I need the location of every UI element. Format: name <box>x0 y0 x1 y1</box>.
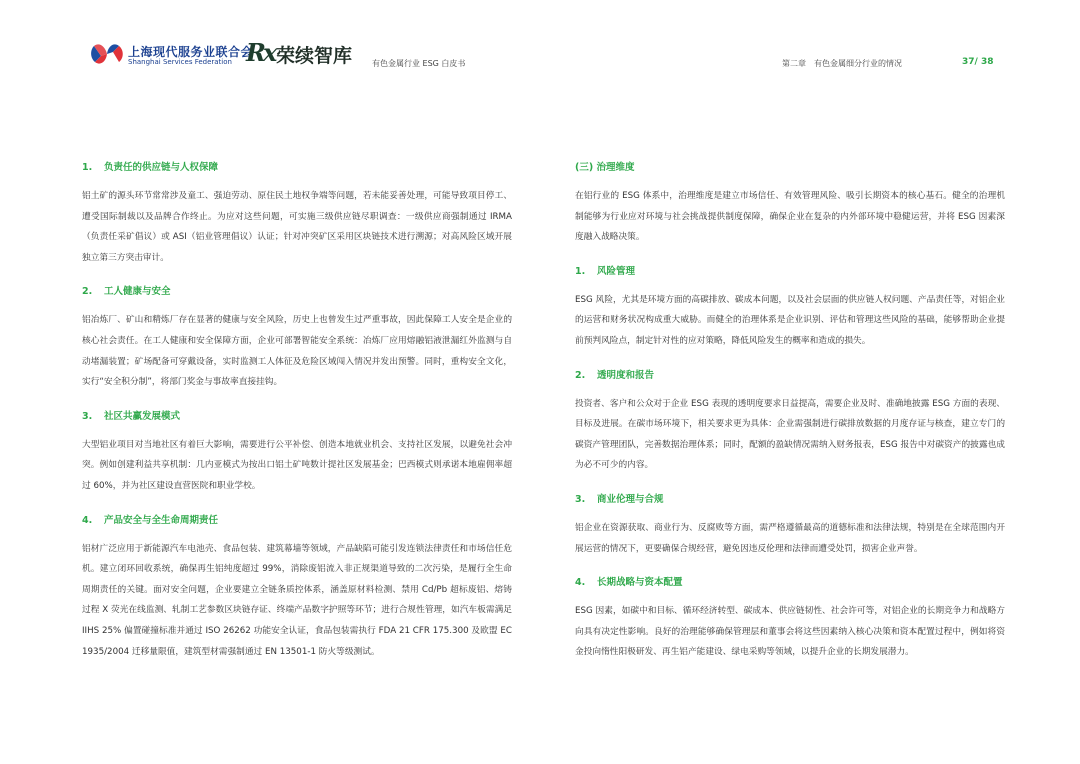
brand-mark: Rx <box>246 38 275 67</box>
federation-name-cn: 上海现代服务业联合会 <box>128 45 254 59</box>
document-title: 有色金属行业 ESG 白皮书 <box>372 59 466 68</box>
section-body: 大型铝业项目对当地社区有着巨大影响，需要进行公平补偿、创造本地就业机会、支持社区发展，以避免社会冲突。例如创建利益共享机制：几内亚模式为按出口铝土矿吨数计提社区发展基金；巴西模式则承诺本地雇佣率超过 60%，并为社区建设直营医院和职业学校。 <box>82 439 512 491</box>
section-number: 1. <box>82 162 93 173</box>
section-heading <box>82 511 512 531</box>
section-number: 4. <box>575 577 586 589</box>
section-title: 社区共赢发展模式 <box>104 410 181 422</box>
section-body: 投资者、客户和公众对于企业 ESG 表现的透明度要求日益提高，需要企业及时、准确地披露 ESG 方面的表现、目标及进展。在碳市场环境下，相关要求更为具体：企业需强制进行碳排放数据的月度存证与核查，建立专门的碳资产管理团队，完善数据治理体系；同时，配额的盈缺情况需纳入财务报表，ESG 报告中对碳资产的披露也成为必不可少的内容。 <box>575 398 1005 471</box>
section-heading <box>575 366 1005 386</box>
right-column <box>575 158 1005 677</box>
section-body: ESG 因素，如碳中和目标、循环经济转型、碳成本、供应链韧性、社会许可等，对铝企业的长期竞争力和战略方向具有决定性影响。良好的治理能够确保管理层和董事会将这些因素纳入核心决策和资本配置过程中，例如将资金投向惰性阳极研发、再生铝产能建设、绿电采购等领域，以提升企业的长期发展潜力。 <box>575 606 1005 658</box>
federation-emblem-icon <box>90 42 124 66</box>
section-title: 长期战略与资本配置 <box>597 577 683 589</box>
governance-heading: (三) 治理维度 <box>575 162 635 173</box>
federation-name-en: Shanghai Services Federation <box>128 58 232 66</box>
section-number: 2. <box>82 286 93 298</box>
brand-name: 荣续智库 <box>276 45 353 67</box>
chapter-title: 第二章 有色金属细分行业的情况 <box>782 59 902 68</box>
section-heading <box>82 158 512 178</box>
page-number: 37/ 38 <box>962 57 994 67</box>
section-body: 铝土矿的源头环节常常涉及童工、强迫劳动、原住民土地权争端等问题，若未能妥善处理，可能导致项目停工、遭受国际制裁以及品牌合作终止。为应对这些问题，可实施三级供应链尽职调查：一级供应商强制通过 IRMA（负责任采矿倡议）或 ASI（铝业管理倡议）认证；针对冲突矿区采用区块链技术进行溯源；对高风险区域开展独立第三方突击审计。 <box>82 191 512 263</box>
section-title: 风险管理 <box>597 265 636 277</box>
section-title: 产品安全与全生命周期责任 <box>104 514 219 526</box>
section-heading <box>82 407 512 427</box>
section-body: ESG 风险，尤其是环境方面的高碳排放、碳成本问题，以及社会层面的供应链人权问题、产品责任等，对铝企业的运营和财务状况构成重大威胁。而健全的治理体系是企业识别、评估和管理这些风险的基础，能够帮助企业提前预判风险点，制定针对性的应对策略，降低风险发生的概率和造成的损失。 <box>575 294 1005 346</box>
section-body: 铝企业在资源获取、商业行为、反腐败等方面，需严格遵循最高的道德标准和法律法规，特别是在全球范围内开展运营的情况下，更要确保合规经营，避免因违反伦理和法律而遭受处罚，损害企业声誉。 <box>575 522 1005 554</box>
section-number: 3. <box>575 493 586 505</box>
governance-intro: 在铝行业的 ESG 体系中，治理维度是建立市场信任、有效管理风险、吸引长期资本的核心基石。健全的治理机制能够为行业应对环境与社会挑战提供制度保障，确保企业在复杂的内外部环境中稳健运营，并将 ESG 因素深度融入战略决策。 <box>575 191 1005 243</box>
section-title: 商业伦理与合规 <box>597 493 664 505</box>
section-number: 4. <box>82 514 93 526</box>
section-title: 工人健康与安全 <box>104 286 171 298</box>
section-heading <box>575 262 1005 282</box>
section-heading <box>575 573 1005 593</box>
section-title: 透明度和报告 <box>597 369 655 381</box>
section-body: 铝材广泛应用于新能源汽车电池壳、食品包装、建筑幕墙等领域，产品缺陷可能引发连锁法律责任和市场信任危机。建立闭环回收系统，确保再生铝纯度超过 99%，消除废铝流入非正规渠道导致的二次污染，是履行全生命周期责任的关键。面对安全问题，企业要建立全链条质控体系，涵盖原材料检测、禁用 Cd/Pb 超标废铝、熔铸过程 X 荧光在线监测、轧制工艺参数区块链存证、终端产品数字护照等环节；进行合规性管理，如汽车板需满足 IIHS 25% 偏置碰撞标准并通过 ISO 26262 功能安全认证，食品包装需执行 FDA 21 CFR 175.300 及欧盟 EC 1935/2004 迁移量限值，建筑型材需强制通过 EN 13501-1 防火等级测试。 <box>82 543 512 657</box>
page-header <box>0 0 1080 100</box>
section-heading <box>82 282 512 302</box>
section-number: 3. <box>82 410 93 422</box>
federation-logo <box>90 40 254 70</box>
section-title: 负责任的供应链与人权保障 <box>104 162 219 173</box>
section-heading <box>575 490 1005 510</box>
section-number: 2. <box>575 369 586 381</box>
section-body: 铝冶炼厂、矿山和精炼厂存在显著的健康与安全风险，历史上也曾发生过严重事故，因此保障工人安全是企业的核心社会责任。在工人健康和安全保障方面，企业可部署智能安全系统：冶炼厂应用熔融铝液泄漏红外监测与自动堵漏装置；矿场配备可穿戴设备，实时监测工人体征及危险区域闯入情况并发出预警。同时，重构安全文化，实行“安全积分制”，将部门奖金与事故率直接挂钩。 <box>82 315 512 388</box>
section-number: 1. <box>575 265 586 277</box>
left-column <box>82 158 512 676</box>
